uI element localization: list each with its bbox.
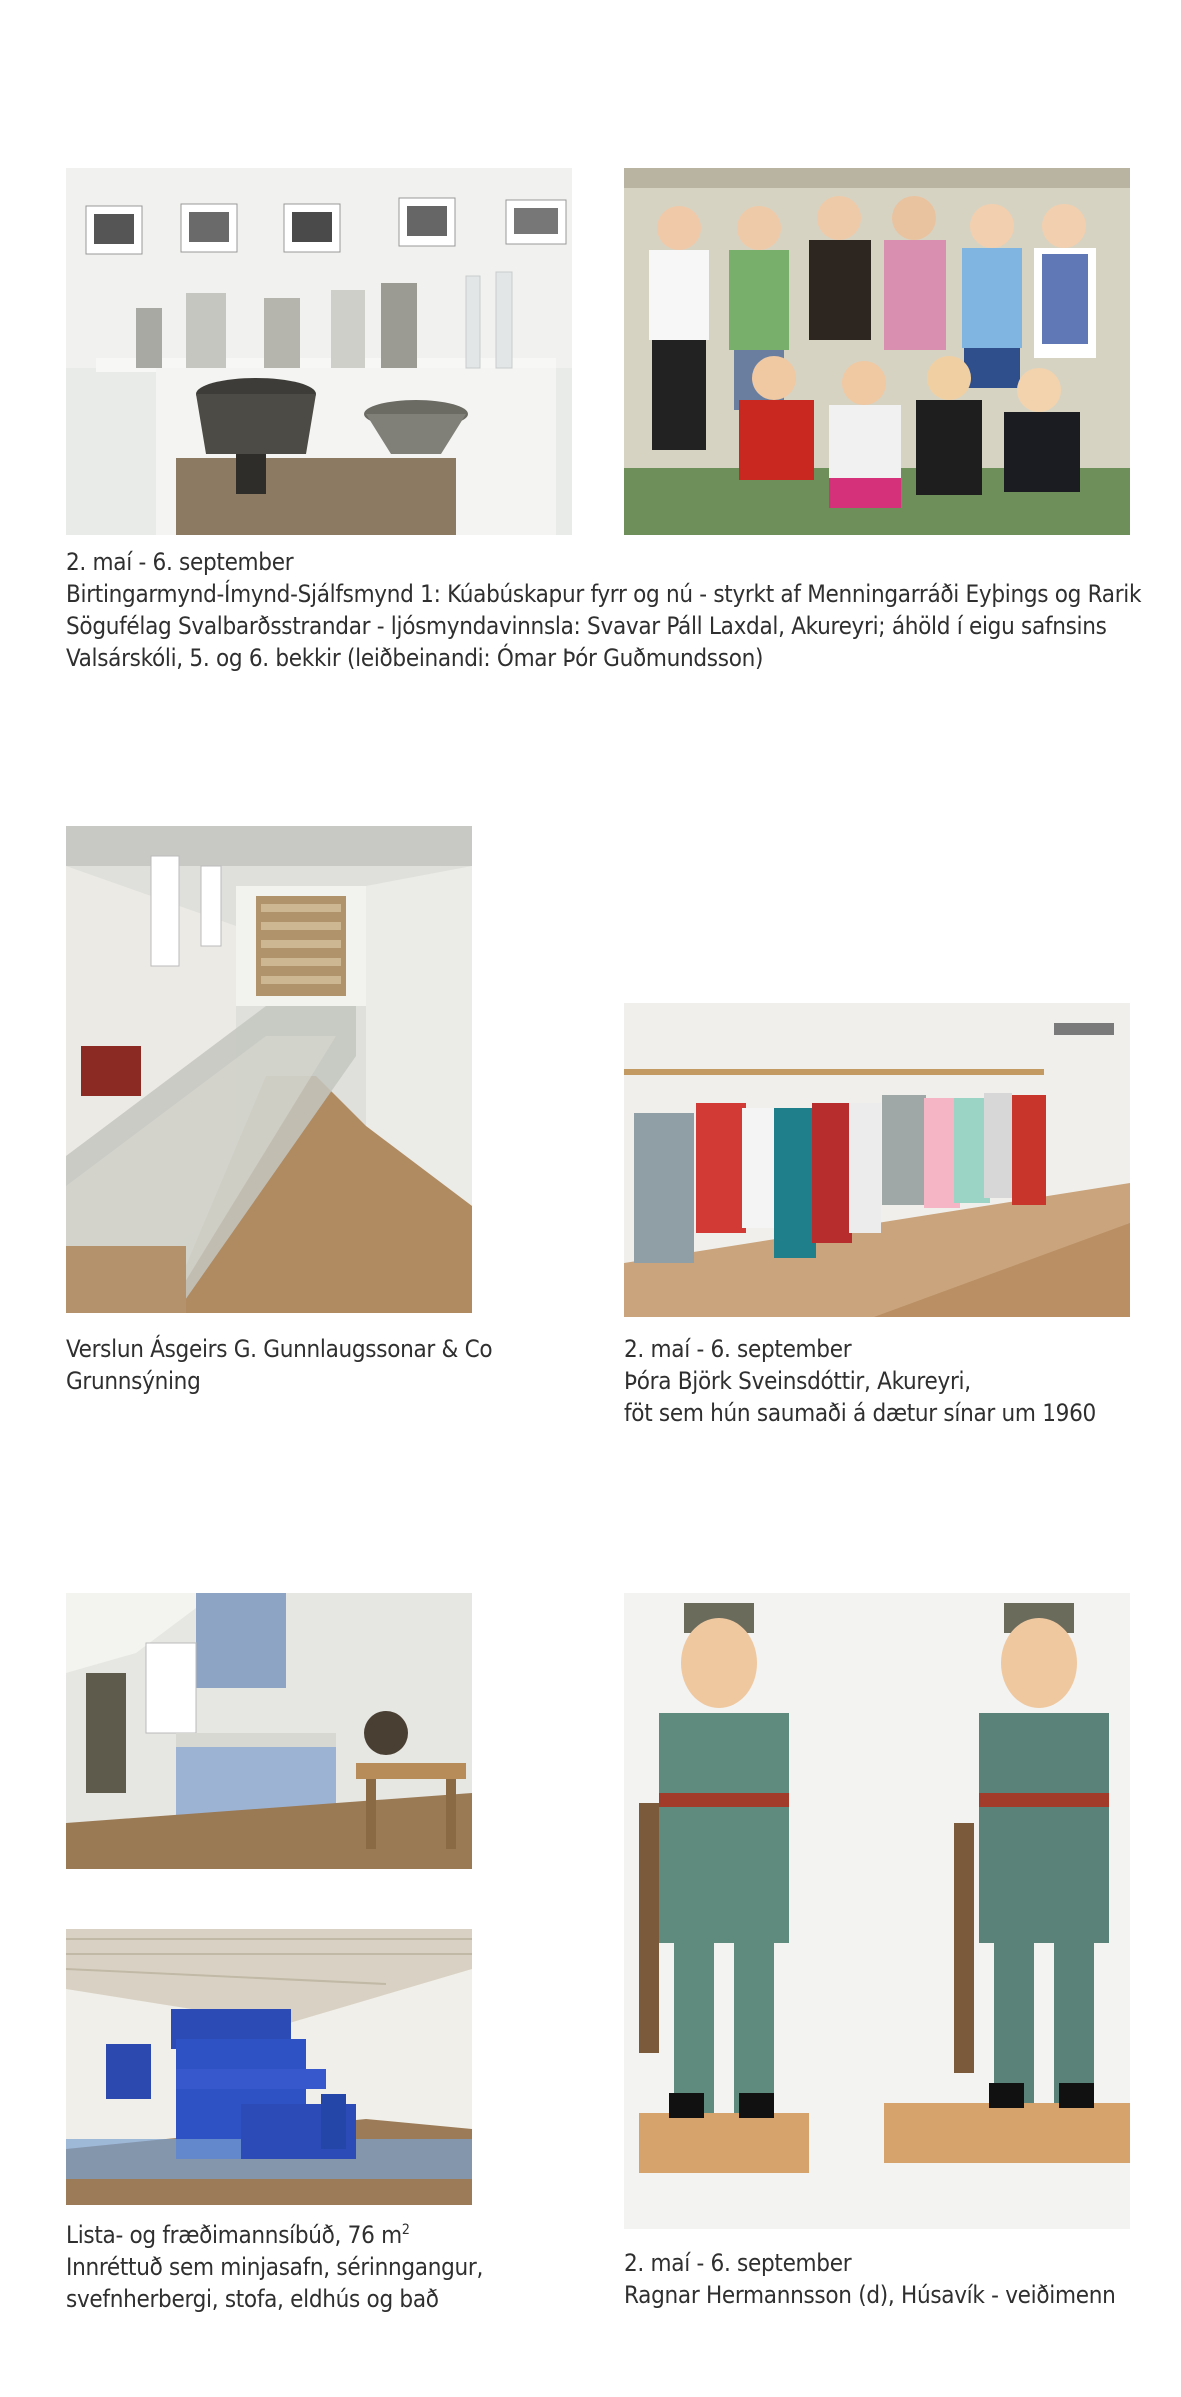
caption-line: Birtingarmynd-Ímynd-Sjálfsmynd 1: Kúabúskapur fyrr og nú - styrkt af Menningarráði Eyþings og Rarik <box>66 580 1142 608</box>
caption-line: svefnherbergi, stofa, eldhús og bað <box>66 2285 439 2313</box>
superscript: 2 <box>401 2222 410 2238</box>
caption-line: Þóra Björk Sveinsdóttir, Akureyri, <box>624 1367 971 1395</box>
photo-milk-equipment-exhibit <box>66 168 572 535</box>
caption-line: Ragnar Hermannsson (d), Húsavík - veiðimenn <box>624 2281 1116 2309</box>
section1-caption <box>66 546 1146 674</box>
photo-blue-bed-room <box>66 1929 472 2205</box>
photo-childrens-clothes-on-rack <box>624 1003 1130 1317</box>
caption-line: Sögufélag Svalbarðsstrandar - ljósmyndavinnsla: Svavar Páll Laxdal, Akureyri; áhöld í eigu safnsins <box>66 612 1107 640</box>
clothes-caption <box>624 1333 1144 1429</box>
caption-line: Verslun Ásgeirs G. Gunnlaugssonar & Co <box>66 1335 493 1363</box>
hunters-caption <box>624 2247 1144 2311</box>
exhibition-date: 2. maí - 6. september <box>624 1335 852 1363</box>
exhibition-date: 2. maí - 6. september <box>66 548 294 576</box>
apartment-caption <box>66 2214 486 2315</box>
caption-line: Innréttuð sem minjasafn, sérinngangur, <box>66 2253 484 2281</box>
photo-store-interior <box>66 826 472 1313</box>
photo-school-children-group <box>624 168 1130 535</box>
photo-wooden-hunter-figures <box>624 1593 1130 2229</box>
caption-line: föt sem hún saumaði á dætur sínar um 1960 <box>624 1399 1096 1427</box>
photo-kitchen-room <box>66 1593 472 1869</box>
caption-line <box>66 2214 486 2251</box>
exhibition-date: 2. maí - 6. september <box>624 2249 852 2277</box>
caption-text: Lista- og fræðimannsíbúð, 76 m <box>66 2221 402 2249</box>
store-caption <box>66 1333 546 1397</box>
caption-line: Valsárskóli, 5. og 6. bekkir (leiðbeinandi: Ómar Þór Guðmundsson) <box>66 644 764 672</box>
caption-line: Grunnsýning <box>66 1367 201 1395</box>
